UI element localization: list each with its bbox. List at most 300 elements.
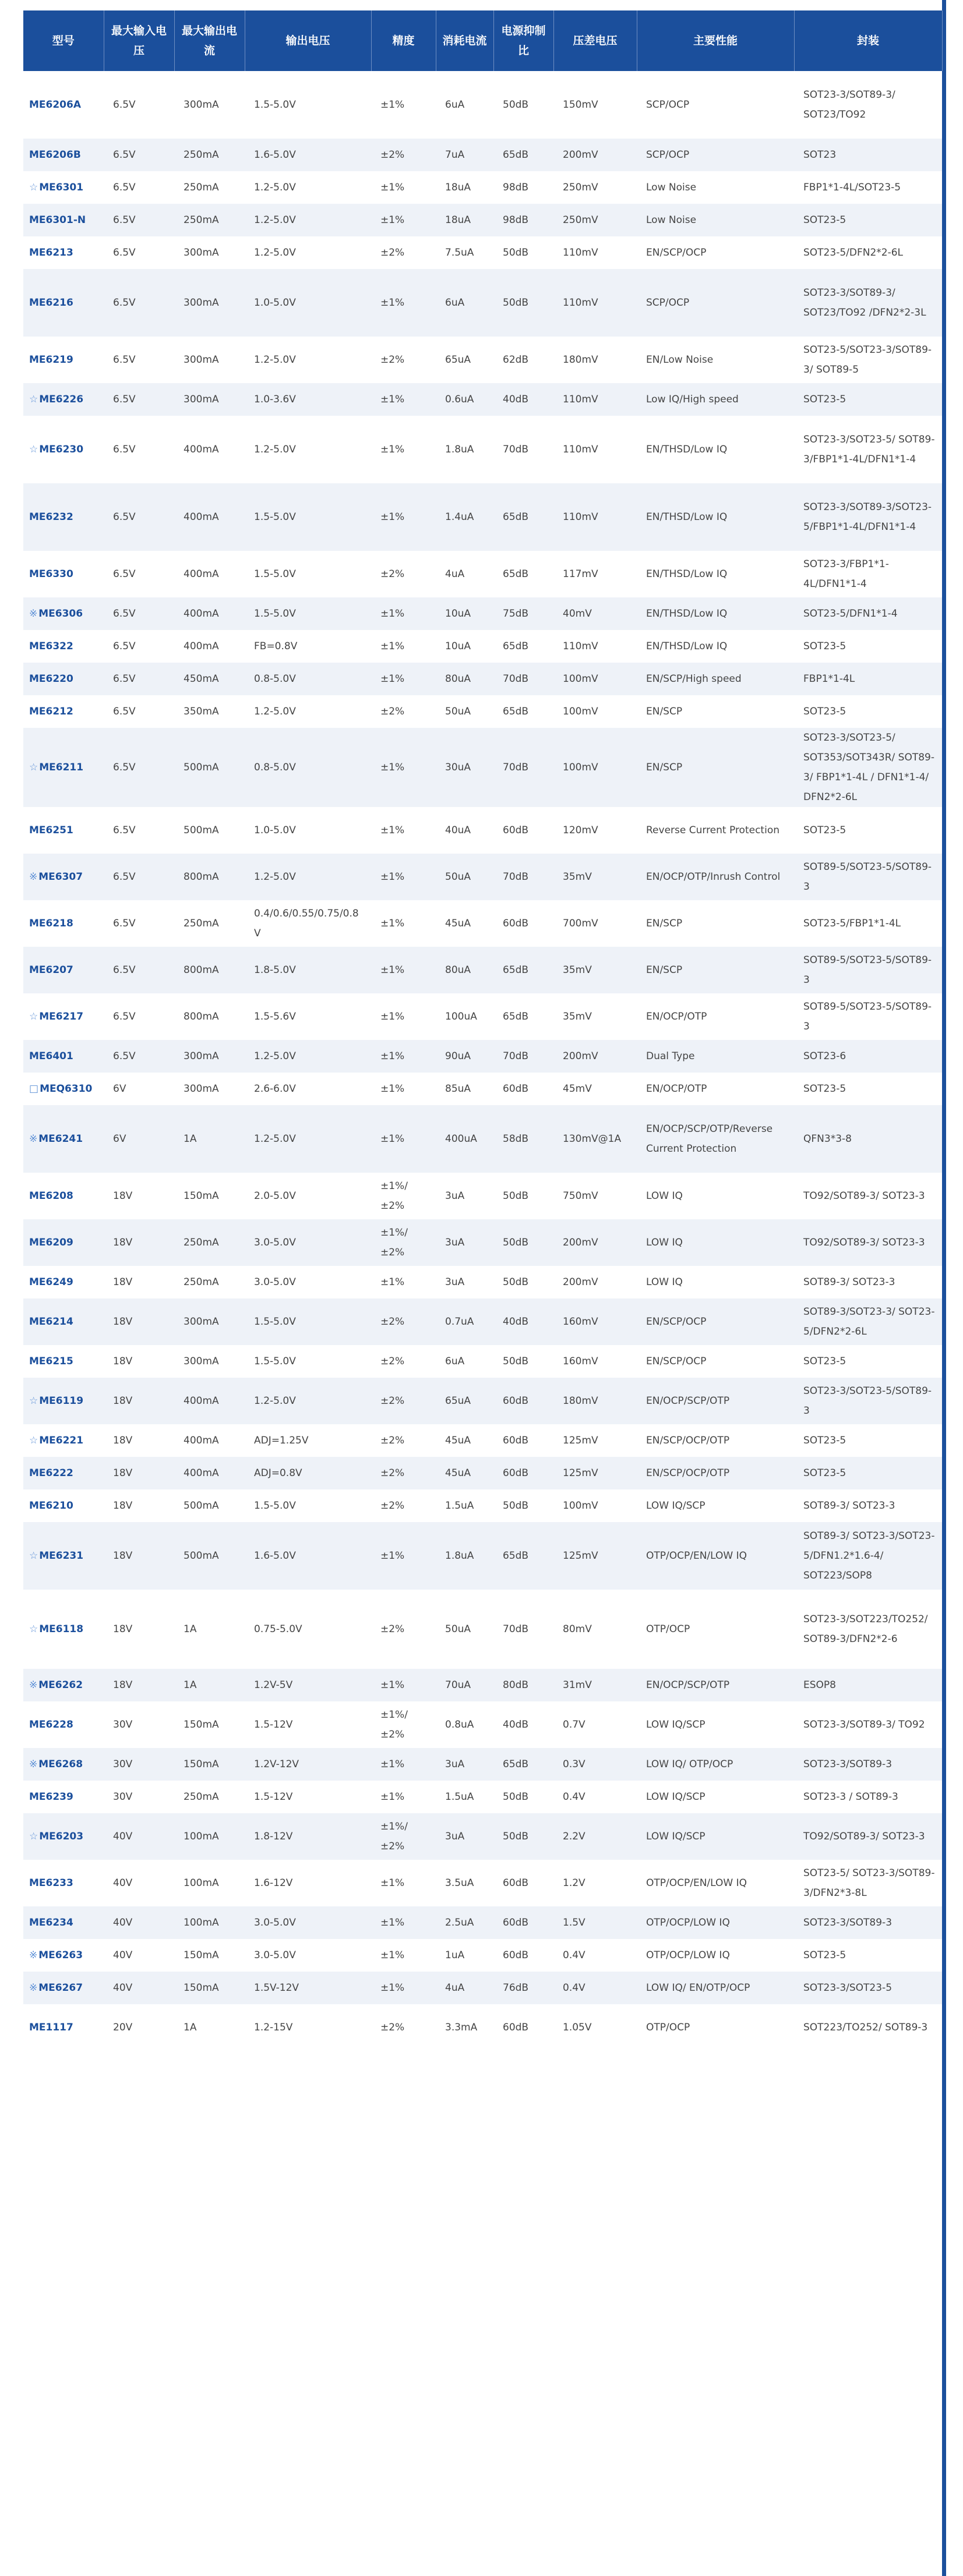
cell-quiescent-current: 0.6uA — [436, 383, 493, 416]
model-name[interactable]: ME6208 — [29, 1190, 73, 1202]
table-row — [23, 1378, 942, 1424]
cell-package: SOT23-3/SOT89-3/ SOT23/TO92 /DFN2*2-3L — [794, 269, 942, 337]
cell-max-input-voltage: 30V — [104, 1748, 174, 1781]
cell-output-voltage: 0.8-5.0V — [245, 728, 371, 807]
model-mark-icon: ☆ — [29, 1395, 38, 1407]
cell-main-features: LOW IQ/ OTP/OCP — [637, 1748, 794, 1781]
cell-model[interactable] — [23, 139, 104, 171]
model-name[interactable]: ME6213 — [29, 247, 73, 259]
model-name[interactable]: ME6214 — [29, 1316, 73, 1328]
model-name[interactable]: ME6216 — [29, 297, 73, 309]
cell-psrr: 65dB — [493, 947, 553, 993]
cell-model[interactable] — [23, 204, 104, 236]
cell-output-voltage: 1.6-5.0V — [245, 139, 371, 171]
header-quiescent-current: 消耗电流 — [436, 10, 493, 71]
model-mark-icon: ☆ — [29, 1623, 38, 1635]
cell-quiescent-current: 2.5uA — [436, 1906, 493, 1939]
cell-model[interactable] — [23, 171, 104, 204]
cell-model[interactable] — [23, 597, 104, 630]
model-name[interactable]: ME6211 — [39, 762, 84, 773]
cell-accuracy: ±2% — [371, 2004, 436, 2051]
cell-main-features: OTP/OCP/EN/LOW IQ — [637, 1522, 794, 1590]
cell-max-output-current: 250mA — [174, 171, 245, 204]
cell-psrr: 50dB — [493, 1266, 553, 1298]
cell-accuracy: ±2% — [371, 1457, 436, 1489]
cell-max-output-current: 350mA — [174, 695, 245, 728]
cell-max-input-voltage: 6.5V — [104, 551, 174, 597]
table-row — [23, 483, 942, 551]
cell-main-features: EN/OCP/OTP/Inrush Control — [637, 854, 794, 900]
cell-model[interactable] — [23, 695, 104, 728]
cell-main-features: LOW IQ — [637, 1266, 794, 1298]
table-row — [23, 1522, 942, 1590]
cell-quiescent-current: 85uA — [436, 1073, 493, 1105]
cell-output-voltage: 0.8-5.0V — [245, 663, 371, 695]
cell-package: SOT23-3/SOT89-3/SOT23-5/FBP1*1-4L/DFN1*1-4 — [794, 483, 942, 551]
cell-max-input-voltage: 6.5V — [104, 383, 174, 416]
cell-package: SOT23-5 — [794, 807, 942, 854]
cell-model[interactable] — [23, 1345, 104, 1378]
model-name[interactable]: ME6231 — [39, 1550, 84, 1562]
table-row — [23, 1906, 942, 1939]
cell-quiescent-current: 0.7uA — [436, 1298, 493, 1345]
cell-dropout-voltage: 125mV — [553, 1457, 637, 1489]
header-output-voltage: 输出电压 — [245, 10, 371, 71]
cell-dropout-voltage: 200mV — [553, 1040, 637, 1073]
cell-output-voltage: 0.4/0.6/0.55/0.75/0.8V — [245, 900, 371, 947]
cell-output-voltage: 1.5-12V — [245, 1781, 371, 1813]
cell-main-features: LOW IQ/ EN/OTP/OCP — [637, 1972, 794, 2004]
cell-package: SOT23-6 — [794, 1040, 942, 1073]
cell-dropout-voltage: 1.05V — [553, 2004, 637, 2051]
cell-main-features: EN/SCP/High speed — [637, 663, 794, 695]
cell-psrr: 80dB — [493, 1669, 553, 1701]
cell-model[interactable] — [23, 1748, 104, 1781]
table-row — [23, 1669, 942, 1701]
cell-max-output-current: 300mA — [174, 269, 245, 337]
cell-model[interactable] — [23, 1939, 104, 1972]
cell-package: ESOP8 — [794, 1669, 942, 1701]
cell-output-voltage: 1.2-5.0V — [245, 236, 371, 269]
cell-psrr: 76dB — [493, 1972, 553, 2004]
model-name[interactable]: ME6330 — [29, 568, 73, 580]
cell-model[interactable] — [23, 1219, 104, 1266]
cell-accuracy: ±1% — [371, 1105, 436, 1173]
cell-psrr: 65dB — [493, 139, 553, 171]
model-mark-icon: ☆ — [29, 444, 38, 455]
cell-dropout-voltage: 40mV — [553, 597, 637, 630]
cell-model[interactable] — [23, 1590, 104, 1669]
model-name[interactable]: ME6118 — [39, 1623, 84, 1635]
model-name[interactable]: ME6241 — [38, 1133, 83, 1145]
model-name[interactable]: ME6207 — [29, 964, 73, 976]
cell-model[interactable] — [23, 854, 104, 900]
table-row — [23, 663, 942, 695]
table-row — [23, 1939, 942, 1972]
cell-output-voltage: 1.2-5.0V — [245, 1105, 371, 1173]
cell-main-features: SCP/OCP — [637, 139, 794, 171]
model-name[interactable]: ME6228 — [29, 1719, 73, 1731]
cell-accuracy: ±1% — [371, 1860, 436, 1906]
cell-accuracy: ±1% — [371, 947, 436, 993]
cell-psrr: 50dB — [493, 1781, 553, 1813]
table-row — [23, 807, 942, 854]
cell-output-voltage: 1.2V-5V — [245, 1669, 371, 1701]
cell-dropout-voltage: 250mV — [553, 204, 637, 236]
table-row — [23, 1266, 942, 1298]
cell-package: SOT23-5 — [794, 1073, 942, 1105]
cell-dropout-voltage: 250mV — [553, 171, 637, 204]
model-name[interactable]: ME6217 — [39, 1011, 84, 1022]
table-row — [23, 1701, 942, 1748]
cell-quiescent-current: 30uA — [436, 728, 493, 807]
cell-output-voltage: 1.8-5.0V — [245, 947, 371, 993]
cell-model[interactable] — [23, 551, 104, 597]
table-row — [23, 1860, 942, 1906]
cell-output-voltage: 1.2-5.0V — [245, 1040, 371, 1073]
cell-max-output-current: 1A — [174, 1590, 245, 1669]
cell-model[interactable] — [23, 236, 104, 269]
cell-output-voltage: 1.5-5.0V — [245, 483, 371, 551]
cell-package: SOT23-3/SOT223/TO252/ SOT89-3/DFN2*2-6 — [794, 1590, 942, 1669]
cell-model[interactable] — [23, 71, 104, 139]
model-name[interactable]: ME6251 — [29, 825, 73, 836]
model-name[interactable]: ME6249 — [29, 1276, 73, 1288]
cell-model[interactable] — [23, 1378, 104, 1424]
cell-max-input-voltage: 6.5V — [104, 900, 174, 947]
cell-output-voltage: 1.2-5.0V — [245, 1378, 371, 1424]
model-name[interactable]: ME6263 — [38, 1949, 83, 1961]
cell-dropout-voltage: 200mV — [553, 1266, 637, 1298]
cell-dropout-voltage: 200mV — [553, 1219, 637, 1266]
model-mark-icon: ※ — [29, 1758, 38, 1770]
cell-psrr: 60dB — [493, 1860, 553, 1906]
cell-max-output-current: 250mA — [174, 139, 245, 171]
model-name[interactable]: ME6301-N — [29, 214, 86, 226]
cell-max-input-voltage: 18V — [104, 1424, 174, 1457]
cell-accuracy: ±2% — [371, 139, 436, 171]
cell-quiescent-current: 400uA — [436, 1105, 493, 1173]
cell-psrr: 50dB — [493, 71, 553, 139]
model-name[interactable]: ME6307 — [38, 871, 83, 883]
model-mark-icon: ☆ — [29, 1011, 38, 1022]
cell-max-output-current: 400mA — [174, 1378, 245, 1424]
cell-psrr: 60dB — [493, 900, 553, 947]
cell-accuracy: ±1% — [371, 71, 436, 139]
cell-main-features: EN/SCP — [637, 728, 794, 807]
cell-main-features: OTP/OCP/LOW IQ — [637, 1906, 794, 1939]
cell-main-features: Dual Type — [637, 1040, 794, 1073]
cell-max-output-current: 1A — [174, 1669, 245, 1701]
cell-max-output-current: 450mA — [174, 663, 245, 695]
cell-model[interactable] — [23, 663, 104, 695]
cell-max-input-voltage: 6.5V — [104, 171, 174, 204]
cell-package: FBP1*1-4L/SOT23-5 — [794, 171, 942, 204]
cell-model[interactable] — [23, 1424, 104, 1457]
cell-accuracy: ±1% — [371, 807, 436, 854]
cell-model[interactable] — [23, 807, 104, 854]
cell-model[interactable] — [23, 1040, 104, 1073]
model-name[interactable]: ME6219 — [29, 354, 73, 366]
cell-quiescent-current: 0.8uA — [436, 1701, 493, 1748]
header-max-input-voltage: 最大输入电压 — [104, 10, 174, 71]
model-name[interactable]: ME6232 — [29, 511, 73, 523]
cell-model[interactable] — [23, 630, 104, 663]
cell-max-input-voltage: 18V — [104, 1457, 174, 1489]
model-name[interactable]: ME6220 — [29, 673, 73, 685]
cell-model[interactable] — [23, 1781, 104, 1813]
cell-output-voltage: 1.6-12V — [245, 1860, 371, 1906]
model-mark-icon: ※ — [29, 608, 38, 620]
model-name[interactable]: ME6206B — [29, 149, 81, 161]
cell-dropout-voltage: 120mV — [553, 807, 637, 854]
cell-model[interactable] — [23, 1073, 104, 1105]
model-name[interactable]: ME6239 — [29, 1791, 73, 1803]
cell-output-voltage: 1.0-5.0V — [245, 807, 371, 854]
model-name[interactable]: ME6268 — [38, 1758, 83, 1770]
cell-max-output-current: 300mA — [174, 71, 245, 139]
cell-max-input-voltage: 6.5V — [104, 597, 174, 630]
cell-accuracy: ±1%/ ±2% — [371, 1219, 436, 1266]
cell-max-output-current: 400mA — [174, 483, 245, 551]
cell-accuracy: ±1% — [371, 663, 436, 695]
model-name[interactable]: ME6206A — [29, 99, 82, 111]
cell-accuracy: ±2% — [371, 695, 436, 728]
cell-package: SOT23-5/SOT23-3/SOT89-3/ SOT89-5 — [794, 337, 942, 383]
table-row — [23, 728, 942, 807]
model-name[interactable]: MEQ6310 — [40, 1083, 93, 1095]
cell-main-features: EN/OCP/SCP/OTP — [637, 1378, 794, 1424]
model-name[interactable]: ME6401 — [29, 1050, 73, 1062]
cell-max-input-voltage: 6.5V — [104, 483, 174, 551]
model-name[interactable]: ME1117 — [29, 2022, 73, 2033]
cell-dropout-voltage: 100mV — [553, 695, 637, 728]
cell-model[interactable] — [23, 1489, 104, 1522]
cell-max-output-current: 500mA — [174, 1489, 245, 1522]
table-row — [23, 695, 942, 728]
cell-quiescent-current: 1.5uA — [436, 1781, 493, 1813]
cell-main-features: EN/OCP/OTP — [637, 993, 794, 1040]
cell-model[interactable] — [23, 900, 104, 947]
cell-quiescent-current: 7uA — [436, 139, 493, 171]
cell-psrr: 70dB — [493, 854, 553, 900]
cell-dropout-voltage: 100mV — [553, 1489, 637, 1522]
model-name[interactable]: ME6301 — [39, 182, 84, 193]
cell-quiescent-current: 3uA — [436, 1748, 493, 1781]
cell-model[interactable] — [23, 416, 104, 483]
cell-quiescent-current: 18uA — [436, 171, 493, 204]
cell-main-features: EN/SCP — [637, 900, 794, 947]
cell-model[interactable] — [23, 269, 104, 337]
cell-max-output-current: 400mA — [174, 597, 245, 630]
model-name[interactable]: ME6218 — [29, 918, 73, 929]
cell-output-voltage: 1.2-5.0V — [245, 416, 371, 483]
model-name[interactable]: ME6226 — [39, 394, 84, 405]
cell-max-output-current: 1A — [174, 1105, 245, 1173]
cell-dropout-voltage: 0.7V — [553, 1701, 637, 1748]
cell-psrr: 50dB — [493, 1489, 553, 1522]
cell-quiescent-current: 3uA — [436, 1813, 493, 1860]
cell-model[interactable] — [23, 483, 104, 551]
cell-accuracy: ±1% — [371, 597, 436, 630]
cell-quiescent-current: 1.5uA — [436, 1489, 493, 1522]
cell-model[interactable] — [23, 728, 104, 807]
cell-max-input-voltage: 40V — [104, 1813, 174, 1860]
cell-accuracy: ±2% — [371, 1378, 436, 1424]
cell-output-voltage: 1.5-5.0V — [245, 71, 371, 139]
cell-max-input-voltage: 18V — [104, 1669, 174, 1701]
cell-accuracy: ±2% — [371, 1345, 436, 1378]
cell-model[interactable] — [23, 1701, 104, 1748]
model-mark-icon: ※ — [29, 1949, 38, 1961]
cell-max-input-voltage: 6V — [104, 1073, 174, 1105]
cell-psrr: 40dB — [493, 383, 553, 416]
cell-accuracy: ±1% — [371, 993, 436, 1040]
cell-max-output-current: 400mA — [174, 630, 245, 663]
cell-output-voltage: 1.2-5.0V — [245, 171, 371, 204]
table-row — [23, 1073, 942, 1105]
cell-main-features: Low Noise — [637, 171, 794, 204]
cell-output-voltage: 1.5-5.0V — [245, 597, 371, 630]
cell-model[interactable] — [23, 1266, 104, 1298]
cell-main-features: LOW IQ/SCP — [637, 1489, 794, 1522]
model-name[interactable]: ME6306 — [38, 608, 83, 620]
cell-main-features: EN/OCP/OTP — [637, 1073, 794, 1105]
cell-output-voltage: 1.2-5.0V — [245, 337, 371, 383]
cell-package: SOT23-3/SOT89-3/ SOT23/TO92 — [794, 71, 942, 139]
cell-main-features: SCP/OCP — [637, 71, 794, 139]
cell-max-output-current: 300mA — [174, 1040, 245, 1073]
table-body — [23, 71, 942, 2051]
cell-max-input-voltage: 40V — [104, 1860, 174, 1906]
cell-output-voltage: 1.8-12V — [245, 1813, 371, 1860]
model-name[interactable]: ME6212 — [29, 706, 73, 717]
model-name[interactable]: ME6233 — [29, 1877, 73, 1889]
cell-dropout-voltage: 110mV — [553, 416, 637, 483]
model-name[interactable]: ME6221 — [39, 1435, 84, 1446]
cell-quiescent-current: 80uA — [436, 663, 493, 695]
cell-quiescent-current: 40uA — [436, 807, 493, 854]
model-name[interactable]: ME6215 — [29, 1356, 73, 1367]
cell-model[interactable] — [23, 1457, 104, 1489]
model-name[interactable]: ME6209 — [29, 1237, 73, 1248]
cell-output-voltage: 3.0-5.0V — [245, 1219, 371, 1266]
cell-main-features: OTP/OCP — [637, 1590, 794, 1669]
table-row — [23, 993, 942, 1040]
model-name[interactable]: ME6119 — [39, 1395, 84, 1407]
model-name[interactable]: ME6222 — [29, 1467, 73, 1479]
cell-model[interactable] — [23, 1860, 104, 1906]
cell-psrr: 65dB — [493, 1522, 553, 1590]
cell-model[interactable] — [23, 993, 104, 1040]
cell-main-features: EN/SCP/OCP/OTP — [637, 1424, 794, 1457]
cell-max-input-voltage: 40V — [104, 1939, 174, 1972]
cell-package: TO92/SOT89-3/ SOT23-3 — [794, 1173, 942, 1219]
table-row — [23, 1298, 942, 1345]
cell-quiescent-current: 3uA — [436, 1219, 493, 1266]
cell-output-voltage: FB=0.8V — [245, 630, 371, 663]
cell-psrr: 60dB — [493, 1378, 553, 1424]
cell-main-features: EN/SCP/OCP/OTP — [637, 1457, 794, 1489]
cell-output-voltage: 1.5-5.6V — [245, 993, 371, 1040]
cell-main-features: Low Noise — [637, 204, 794, 236]
model-mark-icon: ☆ — [29, 1435, 38, 1446]
table-row — [23, 1590, 942, 1669]
cell-psrr: 65dB — [493, 1748, 553, 1781]
cell-max-output-current: 150mA — [174, 1701, 245, 1748]
model-name[interactable]: ME6210 — [29, 1500, 73, 1512]
cell-package: SOT23 — [794, 139, 942, 171]
cell-model[interactable] — [23, 947, 104, 993]
cell-model[interactable] — [23, 1105, 104, 1173]
cell-accuracy: ±1% — [371, 1073, 436, 1105]
cell-accuracy: ±1% — [371, 728, 436, 807]
cell-main-features: LOW IQ/SCP — [637, 1781, 794, 1813]
model-name[interactable]: ME6234 — [29, 1917, 73, 1929]
cell-package: SOT223/TO252/ SOT89-3 — [794, 2004, 942, 2051]
cell-model[interactable] — [23, 337, 104, 383]
cell-model[interactable] — [23, 1669, 104, 1701]
cell-psrr: 70dB — [493, 663, 553, 695]
cell-max-input-voltage: 18V — [104, 1345, 174, 1378]
model-name[interactable]: ME6203 — [39, 1831, 84, 1842]
cell-model[interactable] — [23, 1972, 104, 2004]
cell-accuracy: ±1% — [371, 269, 436, 337]
cell-model[interactable] — [23, 383, 104, 416]
cell-dropout-voltage: 160mV — [553, 1345, 637, 1378]
cell-psrr: 58dB — [493, 1105, 553, 1173]
cell-max-output-current: 250mA — [174, 1266, 245, 1298]
cell-max-output-current: 800mA — [174, 993, 245, 1040]
cell-dropout-voltage: 110mV — [553, 236, 637, 269]
cell-max-output-current: 150mA — [174, 1939, 245, 1972]
model-mark-icon: ※ — [29, 1982, 38, 1994]
cell-accuracy: ±2% — [371, 1424, 436, 1457]
cell-model[interactable] — [23, 1906, 104, 1939]
cell-output-voltage: 1.2-5.0V — [245, 854, 371, 900]
cell-model[interactable] — [23, 1173, 104, 1219]
cell-model[interactable] — [23, 1522, 104, 1590]
cell-output-voltage: 1.0-5.0V — [245, 269, 371, 337]
cell-model[interactable] — [23, 2004, 104, 2051]
cell-quiescent-current: 3uA — [436, 1266, 493, 1298]
model-name[interactable]: ME6267 — [38, 1982, 83, 1994]
cell-accuracy: ±1%/ ±2% — [371, 1173, 436, 1219]
model-mark-icon: ※ — [29, 1133, 38, 1145]
model-name[interactable]: ME6322 — [29, 641, 73, 652]
cell-dropout-voltage: 80mV — [553, 1590, 637, 1669]
cell-dropout-voltage: 117mV — [553, 551, 637, 597]
cell-model[interactable] — [23, 1298, 104, 1345]
cell-accuracy: ±2% — [371, 1489, 436, 1522]
cell-dropout-voltage: 0.4V — [553, 1939, 637, 1972]
cell-dropout-voltage: 110mV — [553, 269, 637, 337]
table-row — [23, 171, 942, 204]
cell-psrr: 60dB — [493, 1939, 553, 1972]
model-name[interactable]: ME6230 — [39, 444, 84, 455]
cell-max-output-current: 100mA — [174, 1906, 245, 1939]
cell-accuracy: ±1% — [371, 1939, 436, 1972]
cell-max-input-voltage: 18V — [104, 1378, 174, 1424]
cell-model[interactable] — [23, 1813, 104, 1860]
cell-output-voltage: 1.2-15V — [245, 2004, 371, 2051]
cell-package: TO92/SOT89-3/ SOT23-3 — [794, 1813, 942, 1860]
cell-main-features: EN/OCP/SCP/OTP — [637, 1669, 794, 1701]
cell-accuracy: ±1% — [371, 1040, 436, 1073]
cell-dropout-voltage: 2.2V — [553, 1813, 637, 1860]
model-name[interactable]: ME6262 — [38, 1679, 83, 1691]
cell-accuracy: ±2% — [371, 236, 436, 269]
